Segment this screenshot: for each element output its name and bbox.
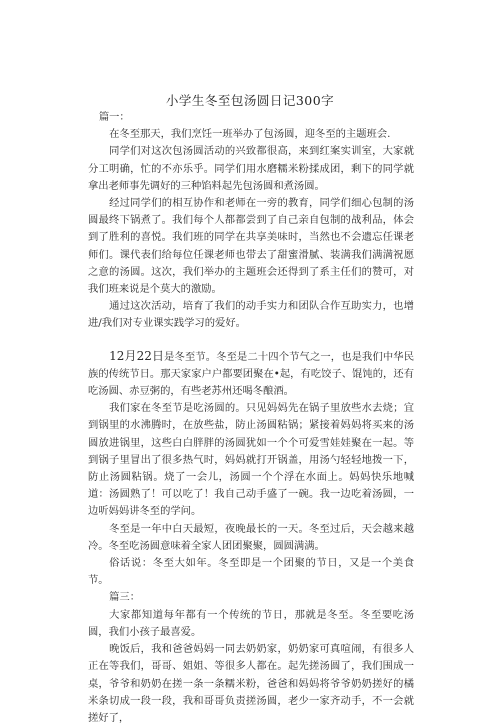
diary-lead-text: 是冬至节。冬至是二十四个节气之一，也是我们中华民族的传统节日。那天家家户户都要团聚在•起，有吃饺子、馄饨的，还有吃汤圆、赤豆粥的，有些老苏州还喝冬酿酒。 bbox=[88, 350, 415, 398]
paragraph: 晚饭后，我和爸爸妈妈一同去奶奶家，奶奶家可真喧闹，有很多人正在等我们，哥哥、姐姐、等很多人都在。起先搓汤圆了，我们围成一桌，爷爷和奶奶在搓一条一条糯米粉，爸爸和妈妈将爷爷奶奶搓好的橘米条切成一段一段，我和哥哥负责搓汤圆，老少一家齐动手，不一会就搓好了， bbox=[88, 643, 414, 724]
diary-date: 12月22日 bbox=[109, 348, 165, 363]
paragraph: 通过这次活动，培育了我们的动手实力和团队合作互助实力，也增进/我们对专业课实践学习的爱好。 bbox=[88, 300, 414, 330]
section-heading-1: 篇一： bbox=[98, 111, 130, 123]
diary-lead-paragraph bbox=[88, 348, 414, 401]
section-heading-3: 篇三： bbox=[109, 591, 140, 604]
paragraph: 同学们对这次包汤圆活动的兴致都很高，来到红案实训室，大家就分工明确，忙的不亦乐乎。同学们用水磨糯米粉揉成团，剩下的同学就拿出老师事先调好的三种馅料起先包汤圆和煮汤圆。 bbox=[88, 145, 414, 192]
document-body bbox=[88, 109, 414, 727]
paragraph: 在冬至那天，我们烹饪一班举办了包汤圆，迎冬至的主题班会. bbox=[109, 128, 391, 141]
paragraph: 冬至是一年中白天最短，夜晚最长的一天。冬至过后，天会越来越冷。冬至吃汤圆意味着全家人团团聚聚，圆圆满满。 bbox=[88, 522, 414, 552]
paragraph: 我们家在冬至节是吃汤圆的。只见妈妈先在锅子里放些水去烧；宜到锅里的水沸腾时，在放些盐，防止汤圆粘锅；紧接着妈妈将买来的汤圆放进锅里，这些白白胖胖的汤圆犹如一个个可爱雪娃娃聚在一起。等到锅子里冒出了很多热气时，妈妈就打开锅盖，用汤勺轻轻地拨一下，防止汤圆粘锅。烧了一会儿，汤圆一个个浮在水面上。妈妈快乐地喊道：汤圆熟了！可以吃了！我自己动手盛了一碗。我一边吃着汤圆，一边听妈妈讲冬至的学问。 bbox=[88, 402, 414, 518]
document-title: 小学生冬至包汤圆日记300字 bbox=[165, 93, 335, 108]
paragraph-spacer bbox=[88, 333, 414, 348]
paragraph: 俗话说：冬至大如年。冬至即是一个团聚的节日，又是一个美食节。 bbox=[88, 557, 414, 587]
paragraph: 经过同学们的相互协作和老师在一旁的教育，同学们细心包制的汤圆最终下锅煮了。我们每个人都都尝到了自己亲自包制的战利品，体会到了胜利的喜悦。我们班的同学在共享美味时，当然也不会遗忘任课老师们。课代表们给每位任课老师也带去了甜蜜滑腻、装满我们满满祝愿之意的汤圆。这次，我们举办的主题班会还得到了系主任们的赞可，对我们班来说是个莫大的激励。 bbox=[88, 197, 414, 296]
paragraph: 大家都知道每年都有一个传统的节日，那就是冬至。冬至要吃汤圆，我们小孩子最喜爱。 bbox=[88, 608, 414, 638]
